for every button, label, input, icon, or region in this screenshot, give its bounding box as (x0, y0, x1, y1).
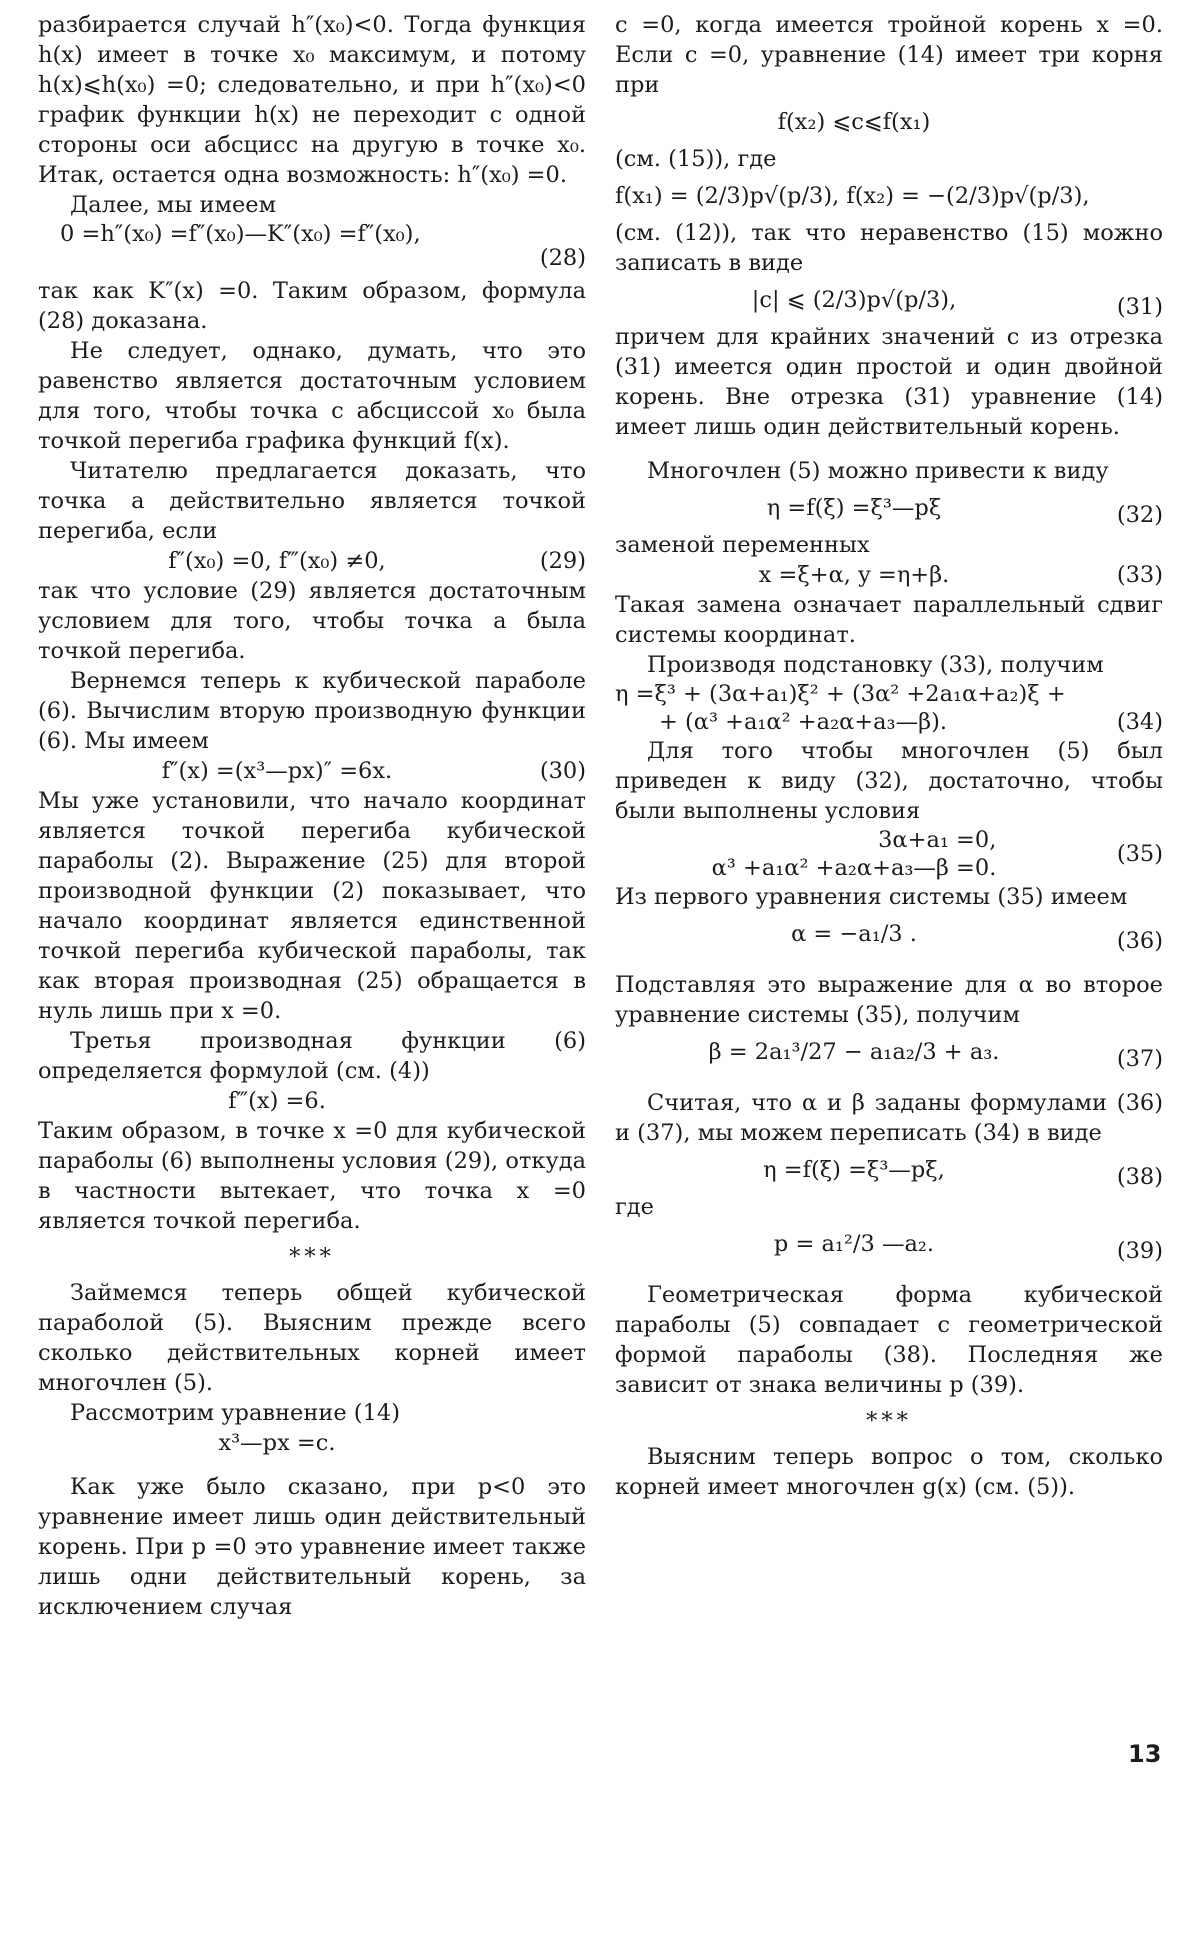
section-separator: *** (289, 1244, 335, 1270)
spacer (38, 1458, 586, 1472)
paragraph: Из первого уравнения системы (35) имеем (615, 884, 1128, 910)
paragraph: Третья производная функции (6) определяется формулой (см. (4)) (38, 1028, 586, 1084)
equation-text: f″(x) =(x³—px)″ =6x. (161, 758, 393, 784)
equation-number: (32) (1116, 502, 1163, 528)
equation-15 (615, 100, 1163, 144)
section-separator: *** (866, 1408, 912, 1434)
equation-number: (29) (539, 548, 586, 574)
equation-number: (30) (539, 758, 586, 784)
paragraph: Мы уже установили, что начало координат является точкой перегиба кубической параболы (2). Выражение (25) для второй производной функции (2) показывает, что начало координат является единственной точкой перегиба кубической параболы, так как вторая производная (25) обращается в нуль лишь при x =0. (38, 788, 586, 1024)
equation-text: 0 =h″(x₀) =f″(x₀)—K″(x₀) =f″(x₀), (60, 221, 421, 247)
left-column (38, 10, 586, 1622)
equation-text: f‴(x) =6. (228, 1088, 326, 1114)
spacer (615, 956, 1163, 970)
spacer (615, 442, 1163, 456)
equation-system (712, 826, 997, 882)
equation-number: (39) (1116, 1238, 1163, 1264)
equation-line: α³ +a₁α² +a₂α+a₃—β =0. (711, 855, 997, 881)
equation-text: f(x₁) = (2/3)p√(p/3), f(x₂) = −(2/3)p√(p/3), (615, 183, 1090, 209)
equation-number: (31) (1116, 294, 1163, 320)
equation-number: (35) (1116, 841, 1163, 867)
equation-29 (38, 546, 586, 576)
equation-text: x =ξ+α, y =η+β. (758, 562, 950, 588)
equation-text: f(x₂) ⩽c⩽f(x₁) (777, 109, 931, 135)
equation-14 (38, 1428, 586, 1458)
paragraph: (см. (15)), где (615, 146, 777, 172)
equation-33 (615, 560, 1163, 590)
right-column (615, 10, 1163, 1502)
equation-number: (28) (539, 245, 586, 271)
equation-third-derivative (38, 1086, 586, 1116)
paragraph: разбирается случай h″(x₀)<0. Тогда функция h(x) имеет в точке x₀ максимум, и потому h(x)⩽h(x₀) =0; следовательно, и при h″(x₀)<0 график функции h(x) не переходит с одной стороны оси абсцисс на другую в точке x₀. Итак, остается одна возможность: h″(x₀) =0. (38, 12, 586, 188)
equation-35 (615, 826, 1163, 882)
paragraph: Для того чтобы многочлен (5) был приведен к виду (32), достаточно, чтобы были выполнены условия (615, 738, 1163, 824)
paragraph: так как K″(x) =0. Таким образом, формула (28) доказана. (38, 278, 586, 334)
equation-text: η =f(ξ) =ξ³—pξ (766, 495, 942, 521)
equation-39 (615, 1222, 1163, 1266)
paragraph: Рассмотрим уравнение (14) (70, 1400, 400, 1426)
paragraph: Выясним теперь вопрос о том, сколько корней имеет многочлен g(x) (см. (5)). (615, 1444, 1163, 1500)
equation-line: + (α³ +a₁α² +a₂α+a₃—β). (659, 709, 948, 735)
equation-text: x³—px =c. (218, 1430, 336, 1456)
equation-number: (34) (1116, 709, 1163, 735)
equation-32 (615, 486, 1163, 530)
equation-34 (615, 680, 1163, 736)
equation-number: (38) (1116, 1164, 1163, 1190)
paragraph: Такая замена означает параллельный сдвиг системы координат. (615, 592, 1163, 648)
paragraph: Читателю предлагается доказать, что точка a действительно является точкой перегиба, если (38, 458, 586, 544)
paragraph: причем для крайних значений c из отрезка (31) имеется один простой и один двойной корень. Вне отрезка (31) уравнение (14) имеет лишь один действительный корень. (615, 324, 1163, 440)
paragraph: Таким образом, в точке x =0 для кубической параболы (6) выполнены условия (29), откуда в частности вытекает, что точка x =0 является точкой перегиба. (38, 1118, 586, 1234)
paragraph: где (615, 1194, 654, 1220)
paragraph: Геометрическая форма кубической параболы (5) совпадает с геометрической формой параболы (38). Последняя же зависит от знака величины p (39). (615, 1282, 1163, 1398)
equation-31 (615, 278, 1163, 322)
equation-text: |c| ⩽ (2/3)p√(p/3), (751, 287, 957, 313)
equation-text: p = a₁²/3 —a₂. (773, 1231, 935, 1257)
paragraph: Далее, мы имеем (70, 192, 277, 218)
equation-text: β = 2a₁³/27 − a₁a₂/3 + a₃. (708, 1039, 1000, 1065)
equation-36 (615, 912, 1163, 956)
paragraph: Многочлен (5) можно привести к виду (647, 458, 1109, 484)
paragraph: Считая, что α и β заданы формулами (36) и (37), мы можем переписать (34) в виде (615, 1090, 1163, 1146)
equation-text: α = −a₁/3 . (791, 921, 917, 947)
paragraph: Вернемся теперь к кубической параболе (6). Вычислим вторую производную функции (6). Мы имеем (38, 668, 586, 754)
paragraph: Как уже было сказано, при p<0 это уравнение имеет лишь один действительный корень. При p =0 это уравнение имеет также лишь одни действительный корень, за исключением случая (38, 1474, 586, 1620)
equation-line: 3α+a₁ =0, (878, 827, 997, 853)
paragraph: (см. (12)), так что неравенство (15) можно записать в виде (615, 220, 1163, 276)
equation-number: (36) (1116, 928, 1163, 954)
equation-number: (37) (1116, 1046, 1163, 1072)
page-number: 13 (1128, 1740, 1162, 1768)
equation-30 (38, 756, 586, 786)
paragraph: c =0, когда имеется тройной корень x =0. Если c =0, уравнение (14) имеет три корня при (615, 12, 1163, 98)
paragraph: Подставляя это выражение для α во второе уравнение системы (35), получим (615, 972, 1163, 1028)
equation-text: η =f(ξ) =ξ³—pξ, (763, 1157, 945, 1183)
paragraph: Займемся теперь общей кубической параболой (5). Выясним прежде всего сколько действительных корней имеет многочлен (5). (38, 1280, 586, 1396)
paragraph: заменой переменных (615, 532, 870, 558)
paragraph: так что условие (29) является достаточным условием для того, чтобы точка a была точкой перегиба. (38, 578, 586, 664)
equation-12 (615, 174, 1163, 218)
spacer (615, 1074, 1163, 1088)
equation-number: (33) (1116, 562, 1163, 588)
paragraph: Производя подстановку (33), получим (647, 652, 1104, 678)
equation-line: η =ξ³ + (3α+a₁)ξ² + (3α² +2a₁α+a₂)ξ + (615, 681, 1066, 707)
equation-28 (38, 220, 586, 276)
equation-38 (615, 1148, 1163, 1192)
equation-37 (615, 1030, 1163, 1074)
spacer (615, 1266, 1163, 1280)
equation-text: f″(x₀) =0, f‴(x₀) ≠0, (168, 548, 386, 574)
paragraph: Не следует, однако, думать, что это равенство является достаточным условием для того, чтобы точка с абсциссой x₀ была точкой перегиба графика функций f(x). (38, 338, 586, 454)
